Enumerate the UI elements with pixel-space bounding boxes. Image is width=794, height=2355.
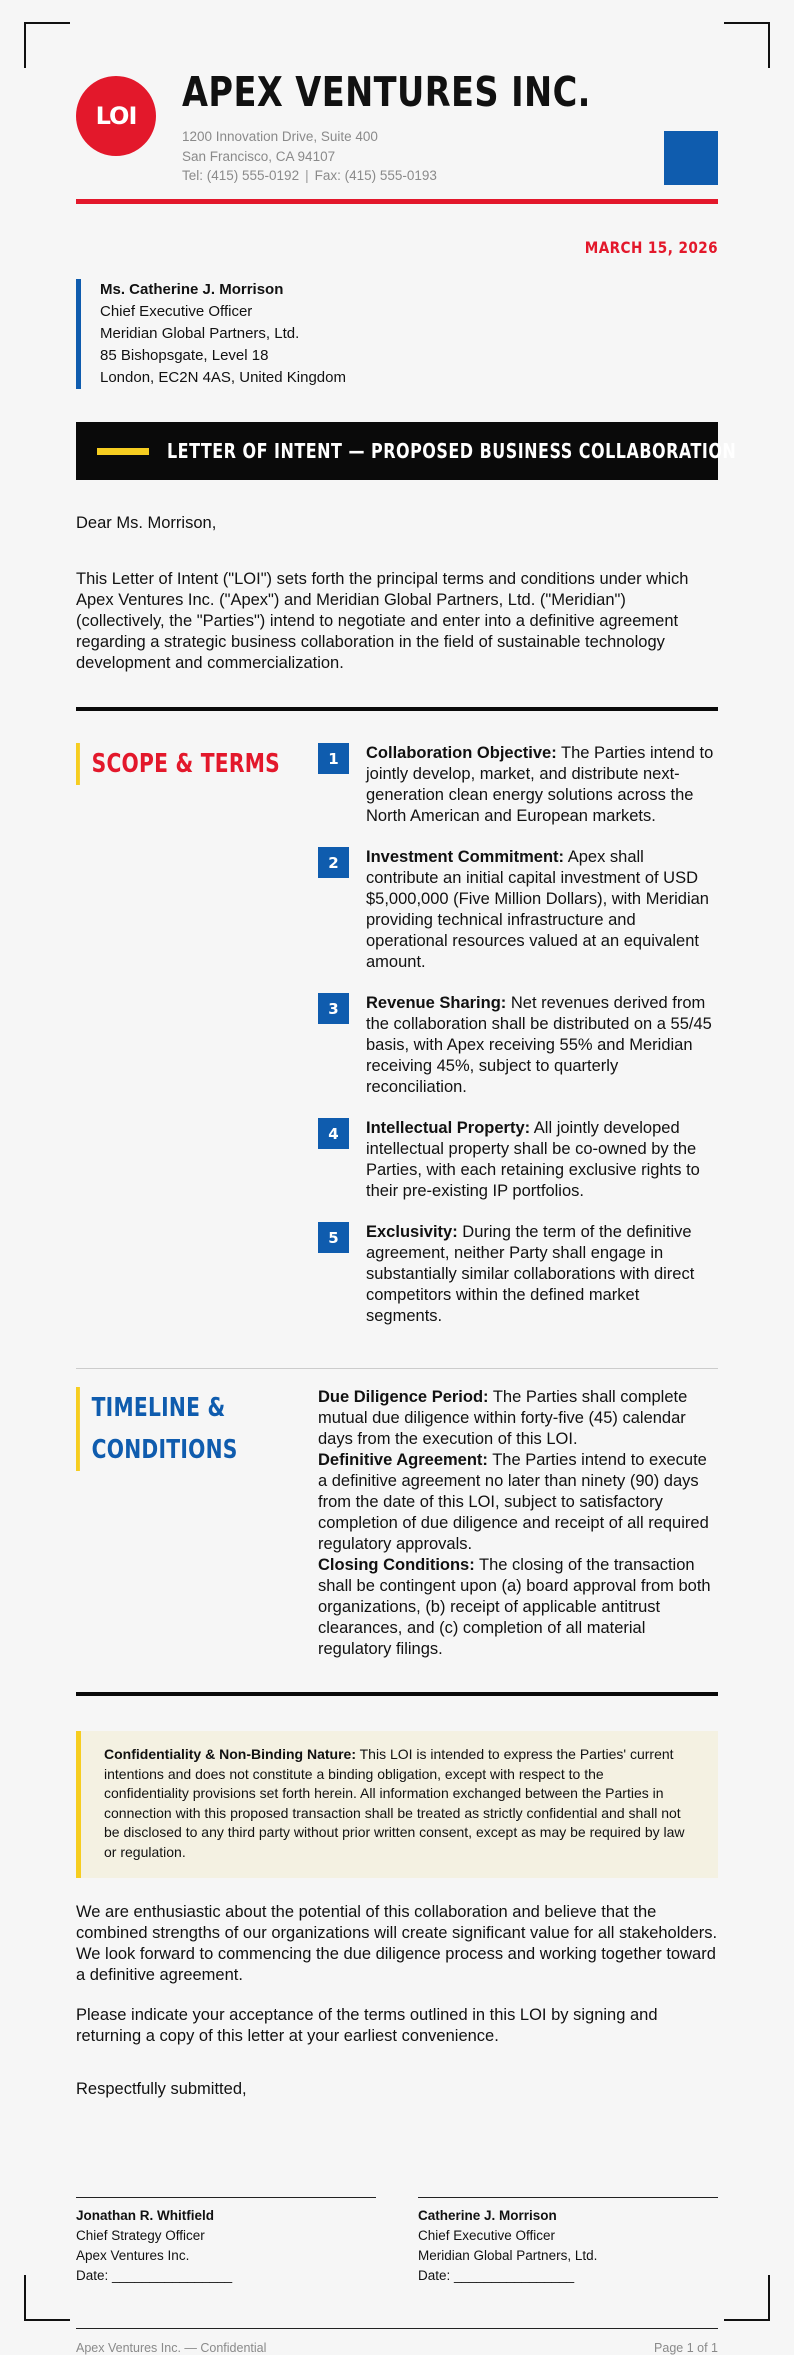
signatory-company: Meridian Global Partners, Ltd. xyxy=(418,2248,598,2263)
contact-line xyxy=(182,166,437,186)
header-rule xyxy=(76,199,718,204)
condition-label: Due Diligence Period: xyxy=(318,1388,489,1406)
section-divider xyxy=(76,707,718,711)
recipient-block xyxy=(76,279,718,389)
scope-section xyxy=(76,743,718,1347)
condition-item xyxy=(318,1450,718,1555)
condition-body: The closing of the transaction shall be contingent upon (a) board approval from both organizations, (b) receipt of applicable antitrust clearances, and (c) completion of all material regulatory filings. xyxy=(318,1556,711,1658)
recipient-name: Ms. Catherine J. Morrison xyxy=(100,281,284,298)
intro-paragraph: This Letter of Intent ("LOI") sets forth the principal terms and conditions under which Apex Ventures Inc. ("Apex") and Meridian Global Partners, Ltd. ("Meridian") (collectively, the "Parties") intend to negotiate and enter into a definitive agreement regarding a strategic business collaboration in the field of sustainable technology development and commercialization. xyxy=(76,570,689,672)
term-body: Apex shall contribute an initial capital investment of USD $5,000,000 (Five Million Dollars), with Meridian providing technical infrastructure and operational resources valued at an equivalent amount. xyxy=(366,848,709,971)
title-bar xyxy=(76,422,737,480)
term-number: 5 xyxy=(318,1222,349,1253)
confidentiality-notice xyxy=(76,1731,718,1878)
term-number: 2 xyxy=(318,847,349,878)
signature-blocks xyxy=(76,2197,718,2286)
timeline-heading-line-1: TIMELINE & xyxy=(91,1393,226,1423)
notice-body: This LOI is intended to express the Parties' current intentions and does not constitute a binding obligation, except with respect to the confidentiality provisions set forth herein. All information exchanged between the Parties in connection with this proposed transaction shall be treated as strictly confidential and shall not be disclosed to any third party without prior written consent, except as may be required by law or regulation. xyxy=(104,1746,685,1860)
section-divider xyxy=(76,1692,718,1696)
page-footer xyxy=(76,2328,718,2355)
condition-body: The Parties intend to execute a definitive agreement no later than ninety (90) days from the date of this LOI, subject to satisfactory completion of due diligence and receipt of all required regulatory approvals. xyxy=(318,1451,709,1553)
term-item xyxy=(318,1118,718,1202)
scope-heading: SCOPE & TERMS xyxy=(76,743,265,785)
timeline-section xyxy=(76,1387,718,1660)
signature-date-field: Date: ________________ xyxy=(76,2268,233,2283)
recipient-address-line-1: 85 Bishopsgate, Level 18 xyxy=(100,347,269,364)
term-label: Revenue Sharing: xyxy=(366,994,507,1012)
recipient-company: Meridian Global Partners, Ltd. xyxy=(100,325,300,342)
signatory-company: Apex Ventures Inc. xyxy=(76,2248,190,2263)
address-line-1: 1200 Innovation Drive, Suite 400 xyxy=(182,129,378,144)
timeline-heading-line-2: CONDITIONS xyxy=(91,1435,238,1465)
contact-separator: | xyxy=(305,168,309,183)
recipient-address-line-2: London, EC2N 4AS, United Kingdom xyxy=(100,369,346,386)
scope-heading-column xyxy=(76,743,318,1347)
corner-mark-top-left xyxy=(24,22,70,68)
signature-block-apex xyxy=(76,2197,376,2286)
term-label: Investment Commitment: xyxy=(366,848,565,866)
corner-mark-bottom-left xyxy=(24,2275,70,2321)
recipient-title: Chief Executive Officer xyxy=(100,303,253,320)
term-label: Intellectual Property: xyxy=(366,1119,531,1137)
signature-date-field: Date: ________________ xyxy=(418,2268,575,2283)
address-line-2: San Francisco, CA 94107 xyxy=(182,148,336,164)
term-label: Collaboration Objective: xyxy=(366,744,557,762)
signature-block-meridian xyxy=(418,2197,718,2286)
term-number: 3 xyxy=(318,993,349,1024)
condition-label: Definitive Agreement: xyxy=(318,1451,488,1469)
term-body: The Parties intend to jointly develop, market, and distribute next-generation clean energy solutions across the North American and European markets. xyxy=(366,744,714,825)
term-item xyxy=(318,847,718,973)
timeline-heading xyxy=(76,1387,265,1471)
timeline-heading-column xyxy=(76,1387,318,1660)
term-body: During the term of the definitive agreement, neither Party shall engage in substantially similar collaborations with direct competitors within the defined market segments. xyxy=(366,1223,695,1325)
corner-mark-bottom-right xyxy=(724,2275,770,2321)
page-number: Page 1 of 1 xyxy=(654,2341,718,2355)
term-body: All jointly developed intellectual property shall be co-owned by the Parties, with each retaining exclusive rights to their pre-existing IP portfolios. xyxy=(366,1119,700,1200)
footer-left: Apex Ventures Inc. — Confidential xyxy=(76,2341,267,2355)
term-body: Net revenues derived from the collaboration shall be distributed on a 55/45 basis, with Apex receiving 55% and Meridian receiving 45%, subject to quarterly reconciliation. xyxy=(366,994,712,1096)
condition-item xyxy=(318,1387,718,1450)
term-label: Exclusivity: xyxy=(366,1223,458,1241)
term-text xyxy=(366,1118,718,1202)
brand-square xyxy=(664,131,718,185)
condition-item xyxy=(318,1555,718,1660)
title-accent-dash xyxy=(97,448,149,455)
term-item xyxy=(318,1222,718,1327)
term-item xyxy=(318,743,718,827)
telephone: Tel: (415) 555-0192 xyxy=(182,168,300,183)
company-name: APEX VENTURES INC. xyxy=(182,68,591,116)
letter-page xyxy=(76,0,737,2355)
term-text xyxy=(366,847,718,973)
acceptance-paragraph: Please indicate your acceptance of the terms outlined in this LOI by signing and returning a copy of this letter at your earliest convenience. xyxy=(76,2006,658,2045)
term-text xyxy=(366,743,718,827)
term-number: 4 xyxy=(318,1118,349,1149)
letter-title: LETTER OF INTENT — PROPOSED BUSINESS COLLABORATION xyxy=(167,439,737,463)
company-address xyxy=(182,127,437,186)
signatory-title: Chief Strategy Officer xyxy=(76,2228,205,2243)
closing-paragraph: We are enthusiastic about the potential of this collaboration and believe that the combined strengths of our organizations will create significant value for all stakeholders. We look forward to commencing the due diligence process and working together toward a definitive agreement. xyxy=(76,1903,718,1984)
signoff: Respectfully submitted, xyxy=(76,2080,247,2098)
term-number: 1 xyxy=(318,743,349,774)
signatory-title: Chief Executive Officer xyxy=(418,2228,556,2243)
term-text xyxy=(366,993,718,1098)
signatory-name: Jonathan R. Whitfield xyxy=(76,2208,214,2223)
term-text xyxy=(366,1222,718,1327)
letterhead xyxy=(76,0,718,204)
term-item xyxy=(318,993,718,1098)
corner-mark-top-right xyxy=(724,22,770,68)
condition-body: The Parties shall complete mutual due diligence within forty-five (45) calendar days from the execution of this LOI. xyxy=(318,1388,688,1448)
section-divider-light xyxy=(76,1368,718,1369)
salutation: Dear Ms. Morrison, xyxy=(76,514,217,532)
signatory-name: Catherine J. Morrison xyxy=(418,2208,557,2223)
notice-label: Confidentiality & Non-Binding Nature: xyxy=(104,1746,356,1762)
company-logo: LOI xyxy=(76,76,156,156)
fax: Fax: (415) 555-0193 xyxy=(314,168,437,183)
timeline-conditions xyxy=(318,1387,718,1660)
condition-label: Closing Conditions: xyxy=(318,1556,475,1574)
letter-date: MARCH 15, 2026 xyxy=(584,238,718,257)
scope-terms-list xyxy=(318,743,718,1347)
